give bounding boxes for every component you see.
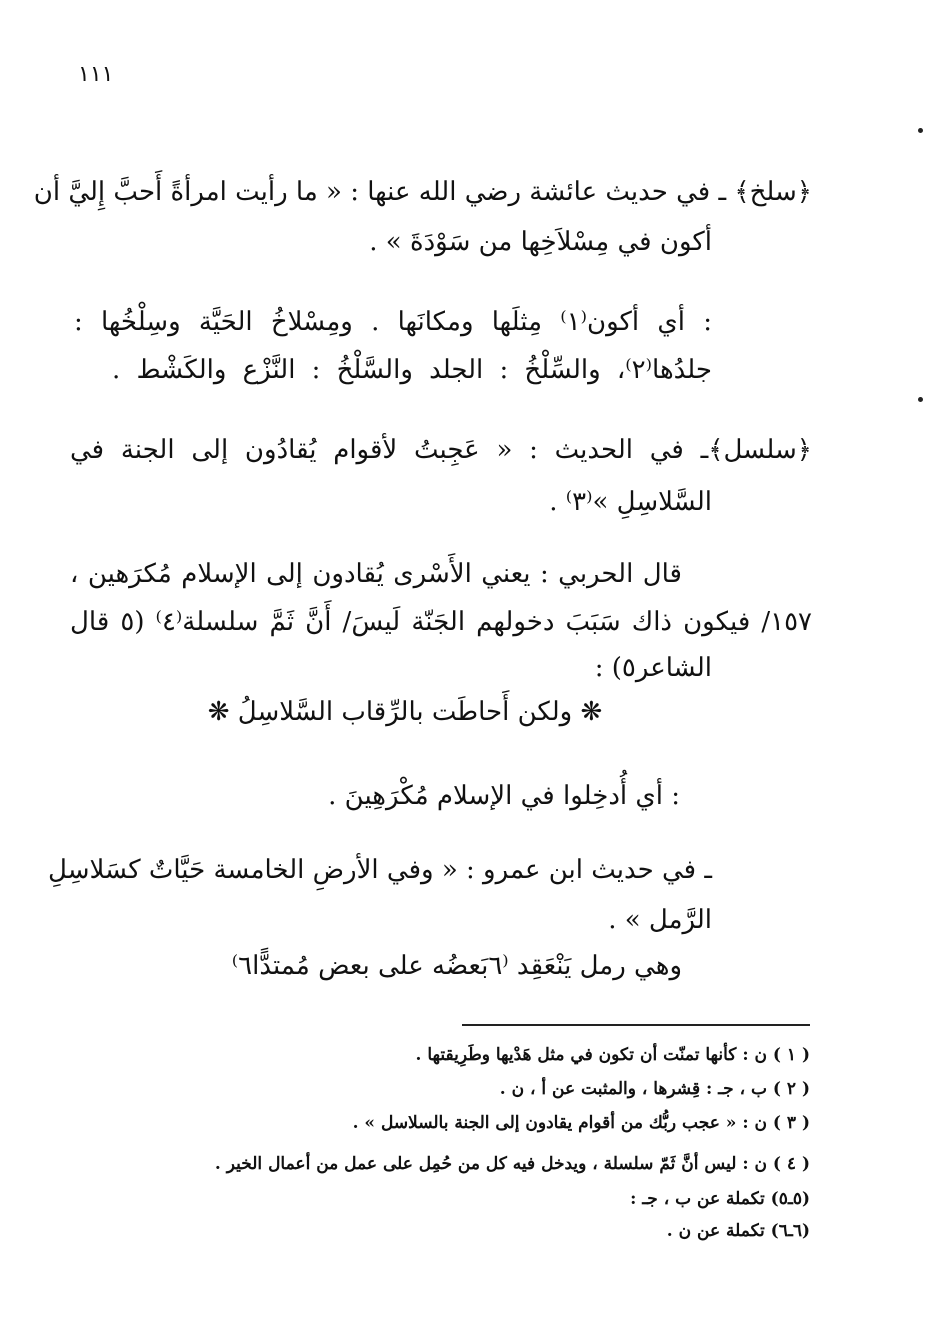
poetry-verse: ❋ ولكن أَحاطَت بالرِّقاب السَّلاسِلُ ❋ — [207, 697, 603, 727]
margin-dot — [918, 128, 923, 133]
ibn-amr-line-1: ـ في حديث ابن عمرو : « وفي الأرضِ الخامسة حَيَّاتٌ كسَلاسِلِ — [48, 855, 712, 885]
entry-salsal-line-1: ﴿سلسل﴾ـ في الحديث : « عَجِبتُ لأقوام يُقادُون إلى الجنة في — [70, 435, 812, 465]
harbi-line-3: الشاعر٥) : — [594, 653, 712, 683]
footnote-3: ( ٣ ) ن : « عجب ربُّك من أقوام يقادون إلى الجنة بالسلاسل » . — [352, 1113, 810, 1133]
entry-salakh-explain-line-1: : أي أكون⁽١⁾ مِثلَها ومكانَها . ومِسْلاخُ الحَيَّة وسِلْخُها : — [74, 307, 712, 337]
footnote-6: (٦ـ٦) تكملة عن ن . — [666, 1221, 810, 1241]
entry-salakh-line-1: ﴿سلخ﴾ ـ في حديث عائشة رضي الله عنها : « ما رأيت امرأةً أَحبَّ إِليَّ أن — [33, 177, 812, 207]
footnote-2: ( ٢ ) ب ، جـ : قِشرها ، والمثبت عن أ ، ن . — [499, 1079, 810, 1099]
harbi-line-2: ١٥٧/ فيكون ذاك سَبَبَ دخولهم الجَنّة لَيسَ/ أَنَّ ثَمَّ سلسلة⁽٤⁾ (٥ قال — [70, 607, 813, 637]
entry-salakh-line-2: أكون في مِسْلاَخِها من سَوْدَةَ » . — [369, 227, 712, 257]
footnote-separator — [462, 1024, 810, 1026]
footnote-1: ( ١ ) ن : كأنها تمنّت أن تكون في مثل هَدْيها وطَرِيقتها . — [415, 1045, 810, 1065]
footnote-4: ( ٤ ) ن : ليس أنَّ ثَمّ سلسلة ، ويدخل فيه كل من حُمِل على عمل من أعمال الخير . — [214, 1154, 810, 1174]
entry-salsal-line-2: السَّلاسِلِ »⁽٣⁾ . — [549, 487, 712, 517]
ibn-amr-line-2: الرَّمل » . — [608, 905, 712, 935]
margin-dot — [918, 397, 923, 402]
entry-salakh-explain-line-2: جلدُها⁽٢⁾، والسِّلْخُ : الجلد والسَّلْخُ : النَّزْع والكَشْط . — [112, 355, 712, 385]
verse-explanation: : أي أُدخِلوا في الإسلام مُكْرَهِينَ . — [328, 781, 680, 811]
footnote-5: (٥ـ٥) تكملة عن ب ، جـ : — [630, 1189, 810, 1209]
ibn-amr-line-3: وهي رمل يَنْعَقِد ⁽٦بَعضُه على بعض مُمتدًّا٦⁾ — [231, 951, 682, 981]
harbi-line-1: قال الحربي : يعني الأَسْرى يُقادون إلى الإسلام مُكرَهين ، — [70, 559, 682, 589]
page-number: ١١١ — [78, 62, 114, 87]
